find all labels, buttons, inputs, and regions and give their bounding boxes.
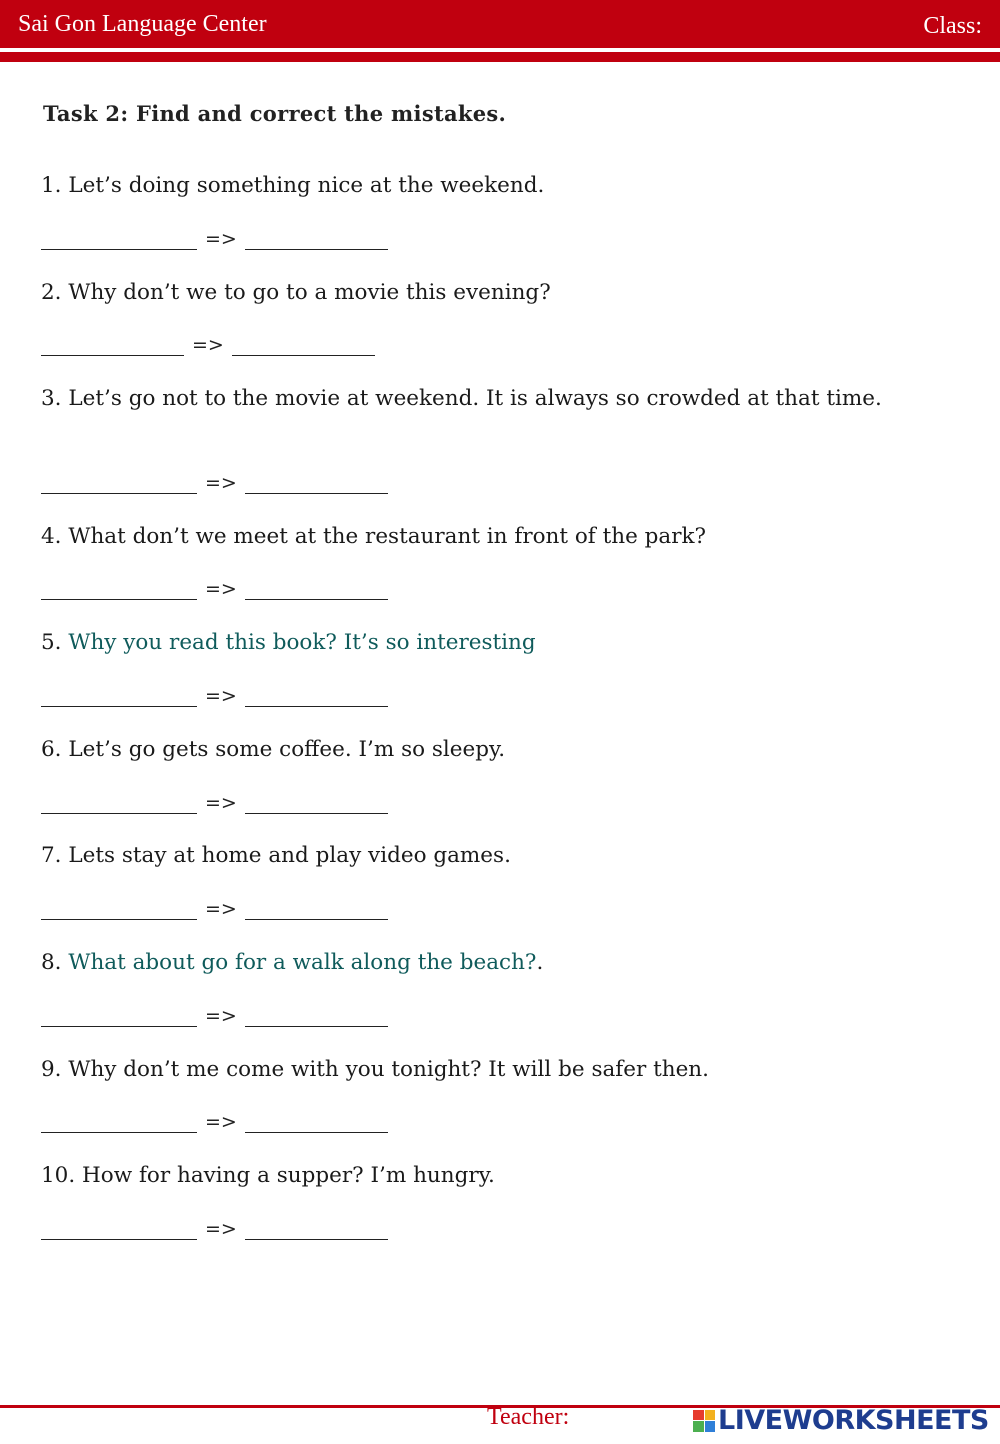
exercise-item-9 [41, 1054, 968, 1086]
exercise-text: 4. What don’t we meet at the restaurant in front of the park? [41, 524, 707, 549]
exercise-text: 2. Why don’t we to go to a movie this evening? [41, 280, 551, 305]
exercise-text: Why you read this book? It’s so interesting [68, 630, 536, 655]
answer-line-4[interactable] [41, 578, 388, 600]
task-heading: Task 2: Find and correct the mistakes. [43, 101, 507, 126]
answer-line-10[interactable] [41, 1218, 388, 1240]
answer-blank-correct[interactable] [245, 793, 388, 814]
answer-blank-correct[interactable] [245, 1112, 388, 1133]
answer-blank-wrong[interactable] [41, 686, 197, 707]
exercise-text: 10. How for having a supper? I’m hungry. [41, 1163, 495, 1188]
exercise-text: 7. Lets stay at home and play video games. [41, 843, 511, 868]
exercise-text: What about go for a walk along the beach? [68, 950, 537, 975]
logo-text: LIVEWORKSHEETS [718, 1405, 989, 1436]
exercise-item-3 [41, 383, 968, 415]
answer-line-1[interactable] [41, 228, 388, 250]
answer-blank-correct[interactable] [245, 1006, 388, 1027]
answer-blank-wrong[interactable] [41, 335, 184, 356]
answer-blank-correct[interactable] [245, 579, 388, 600]
exercise-item-4 [41, 521, 968, 553]
answer-line-9[interactable] [41, 1111, 388, 1133]
answer-line-3[interactable] [41, 472, 388, 494]
exercise-text: 1. Let’s doing something nice at the weekend. [41, 173, 545, 198]
exercise-item-1 [41, 170, 968, 202]
exercise-item-6 [41, 734, 968, 766]
arrow: => [205, 685, 237, 707]
answer-line-8[interactable] [41, 1005, 388, 1027]
answer-line-6[interactable] [41, 792, 388, 814]
exercise-tail: . [536, 950, 544, 975]
answer-blank-correct[interactable] [245, 686, 388, 707]
header-divider [0, 52, 1000, 62]
answer-blank-wrong[interactable] [41, 899, 197, 920]
answer-blank-wrong[interactable] [41, 1112, 197, 1133]
answer-line-7[interactable] [41, 898, 388, 920]
class-label: Class: [923, 13, 982, 39]
header-title: Sai Gon Language Center [18, 11, 267, 37]
answer-blank-wrong[interactable] [41, 579, 197, 600]
exercise-number: 8. [41, 950, 69, 975]
arrow: => [205, 228, 237, 250]
exercise-number: 5. [41, 630, 69, 655]
liveworksheets-logo[interactable] [693, 1405, 989, 1436]
answer-blank-correct[interactable] [245, 229, 388, 250]
exercise-text: 6. Let’s go gets some coffee. I’m so sleepy. [41, 737, 506, 762]
exercise-item-10 [41, 1160, 968, 1192]
exercise-item-5 [41, 627, 968, 659]
arrow: => [205, 898, 237, 920]
arrow: => [205, 1005, 237, 1027]
answer-blank-correct[interactable] [245, 1219, 388, 1240]
arrow: => [205, 1111, 237, 1133]
arrow: => [205, 472, 237, 494]
answer-blank-wrong[interactable] [41, 1219, 197, 1240]
arrow: => [205, 1218, 237, 1240]
arrow: => [192, 334, 224, 356]
exercise-item-2 [41, 277, 968, 309]
exercise-item-7 [41, 840, 968, 872]
answer-line-5[interactable] [41, 685, 388, 707]
answer-line-2[interactable] [41, 334, 375, 356]
answer-blank-wrong[interactable] [41, 229, 197, 250]
exercise-text: 9. Why don’t me come with you tonight? It will be safer then. [41, 1057, 709, 1082]
liveworksheets-logo-icon [693, 1410, 715, 1432]
teacher-label: Teacher: [487, 1404, 570, 1430]
arrow: => [205, 578, 237, 600]
answer-blank-correct[interactable] [245, 473, 388, 494]
arrow: => [205, 792, 237, 814]
answer-blank-correct[interactable] [245, 899, 388, 920]
answer-blank-correct[interactable] [232, 335, 375, 356]
answer-blank-wrong[interactable] [41, 793, 197, 814]
exercise-item-8 [41, 947, 968, 979]
exercise-text: 3. Let’s go not to the movie at weekend. It is always so crowded at that time. [41, 386, 882, 411]
answer-blank-wrong[interactable] [41, 1006, 197, 1027]
answer-blank-wrong[interactable] [41, 473, 197, 494]
